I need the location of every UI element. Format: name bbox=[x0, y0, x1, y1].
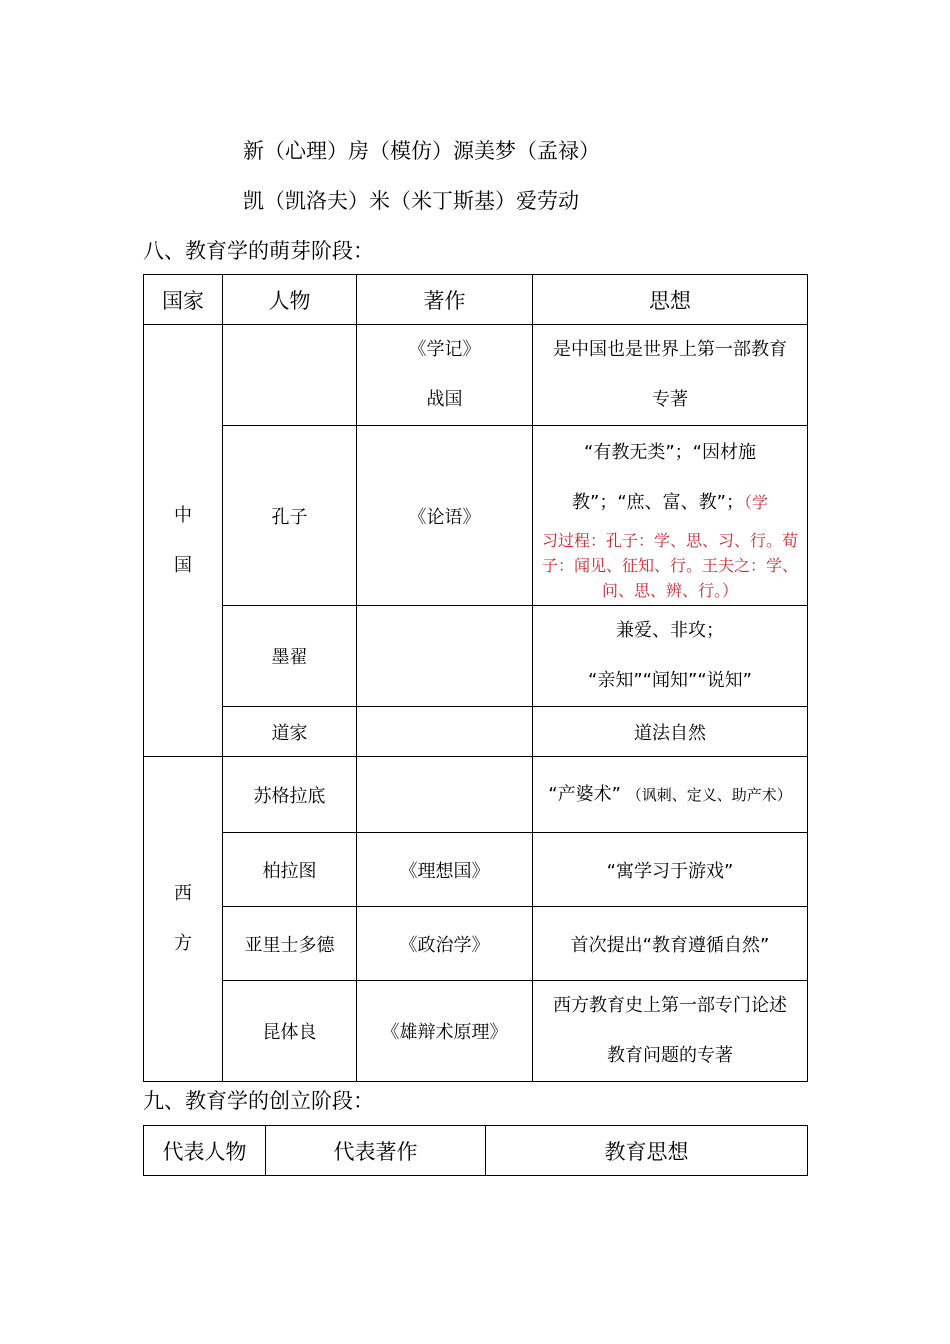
thought-cell: “寓学习于游戏” bbox=[533, 833, 808, 907]
thought-cell bbox=[533, 606, 808, 707]
country-china: 中 国 bbox=[144, 325, 223, 757]
founding-stage-table bbox=[143, 1125, 808, 1176]
header-representative: 代表人物 bbox=[144, 1126, 266, 1176]
table-row bbox=[144, 325, 808, 426]
thought-line-mixed bbox=[539, 478, 801, 528]
section-9-heading: 九、教育学的创立阶段： bbox=[143, 1089, 374, 1113]
thought-line: 专著 bbox=[652, 389, 688, 410]
work-cell bbox=[357, 325, 533, 426]
learning-process-note: 习过程：孔子：学、思、习、行。荀子：闻见、征知、行。王夫之：学、问、思、辨、行。） bbox=[541, 531, 798, 600]
work-era: 战国 bbox=[426, 389, 463, 410]
thought-line: 西方教育史上第一部专门论述 bbox=[553, 995, 787, 1016]
table-header-row bbox=[144, 275, 808, 325]
thought-line: “亲知”“闻知”“说知” bbox=[588, 670, 752, 691]
thought-note: （讽刺、定义、助产术） bbox=[626, 785, 792, 804]
thought-line: 是中国也是世界上第一部教育 bbox=[553, 339, 787, 360]
person-cell: 道家 bbox=[223, 707, 357, 757]
person-cell: 孔子 bbox=[223, 426, 357, 606]
person-cell: 柏拉图 bbox=[223, 833, 357, 907]
header-educational-thought: 教育思想 bbox=[486, 1126, 808, 1176]
header-work: 著作 bbox=[357, 275, 533, 325]
section-8-heading: 八、教育学的萌芽阶段： bbox=[143, 239, 374, 263]
person-cell: 亚里士多德 bbox=[223, 907, 357, 981]
work-cell bbox=[357, 606, 533, 707]
thought-cell: 首次提出“教育遵循自然” bbox=[533, 907, 808, 981]
thought-line: 教育问题的专著 bbox=[607, 1045, 733, 1066]
table-row bbox=[144, 833, 808, 907]
header-thought: 思想 bbox=[533, 275, 808, 325]
person-cell bbox=[223, 325, 357, 426]
thought-main: “产婆术” bbox=[548, 783, 621, 805]
work-cell: 《雄辩术原理》 bbox=[357, 981, 533, 1082]
learning-process-note-start: （学 bbox=[743, 493, 768, 512]
table-header-row bbox=[144, 1126, 808, 1176]
thought-line: “有教无类”；“因材施 bbox=[584, 442, 756, 463]
country-west: 西 方 bbox=[144, 757, 223, 1082]
work-cell bbox=[357, 757, 533, 833]
mnemonic-line-2: 凯（凯洛夫）米（米丁斯基）爱劳动 bbox=[243, 189, 579, 213]
work-cell bbox=[357, 707, 533, 757]
person-cell: 墨翟 bbox=[223, 606, 357, 707]
budding-stage-table bbox=[143, 274, 808, 1082]
table-row bbox=[144, 981, 808, 1082]
table-row bbox=[144, 707, 808, 757]
thought-cell: 道法自然 bbox=[533, 707, 808, 757]
thought-text: 教”；“庶、富、教”； bbox=[572, 492, 744, 513]
header-representative-work: 代表著作 bbox=[266, 1126, 486, 1176]
work-cell: 《理想国》 bbox=[357, 833, 533, 907]
work-title: 《学记》 bbox=[408, 339, 481, 360]
header-person: 人物 bbox=[223, 275, 357, 325]
table-row bbox=[144, 907, 808, 981]
person-cell: 苏格拉底 bbox=[223, 757, 357, 833]
table-row bbox=[144, 757, 808, 833]
thought-cell bbox=[533, 981, 808, 1082]
header-country: 国家 bbox=[144, 275, 223, 325]
thought-cell bbox=[533, 757, 808, 833]
thought-line: 兼爱、非攻； bbox=[616, 620, 724, 641]
mnemonic-line-1: 新（心理）房（模仿）源美梦（孟禄） bbox=[243, 139, 600, 163]
thought-cell bbox=[533, 426, 808, 606]
table-row bbox=[144, 426, 808, 606]
thought-cell bbox=[533, 325, 808, 426]
work-cell: 《政治学》 bbox=[357, 907, 533, 981]
table-row bbox=[144, 606, 808, 707]
person-cell: 昆体良 bbox=[223, 981, 357, 1082]
work-cell: 《论语》 bbox=[357, 426, 533, 606]
